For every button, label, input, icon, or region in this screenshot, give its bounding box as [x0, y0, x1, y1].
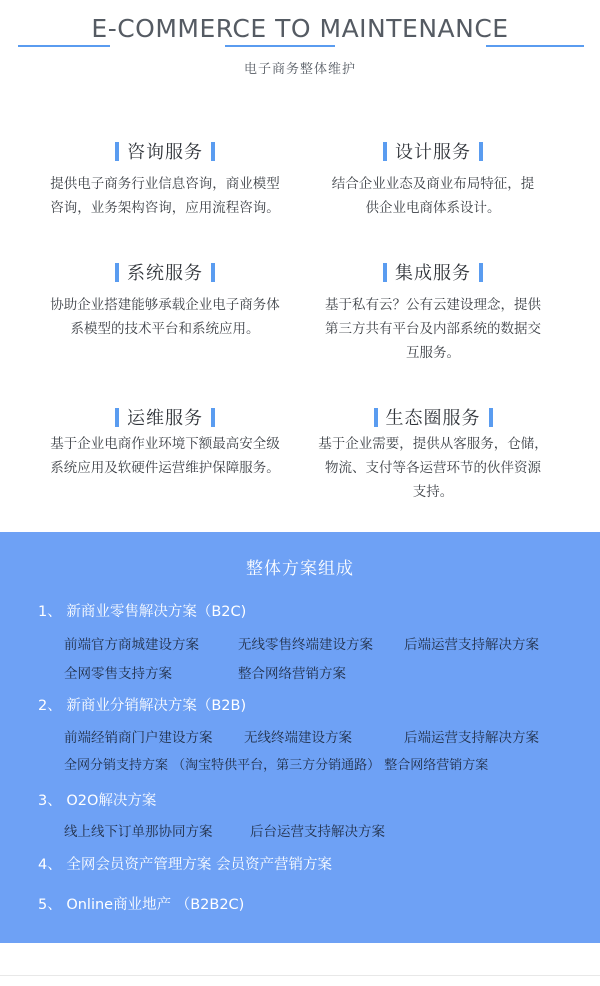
bottom-divider	[0, 975, 600, 976]
accent-bar-right	[211, 142, 215, 161]
service-description: 基于企业电商作业环境下额最高安全级 系统应用及软硬件运营维护保障服务。	[50, 436, 280, 476]
solution-heading: 2、 新商业分销解决方案（B2B)	[38, 698, 247, 714]
service-title: 系统服务	[127, 263, 203, 284]
service-description: 提供电子商务行业信息咨询，商业模型 咨询，业务架构咨询，应用流程咨询。	[50, 176, 280, 216]
accent-bar-left	[383, 263, 387, 282]
service-integration	[298, 259, 568, 365]
solution-heading: 3、 O2O解决方案	[38, 793, 157, 809]
service-description: 基于私有云？公有云建设理念，提供 第三方共有平台及内部系统的数据交 互服务。	[325, 297, 541, 361]
service-title: 咨询服务	[127, 142, 203, 163]
solution-item: 无线零售终端建设方案	[238, 637, 373, 653]
accent-bar-left	[115, 263, 119, 282]
solution-item: 全网零售支持方案	[64, 666, 172, 682]
service-design	[298, 138, 568, 220]
accent-bar-left	[383, 142, 387, 161]
accent-bar-left	[115, 408, 119, 427]
solution-item: 无线终端建设方案	[244, 730, 352, 746]
service-consulting	[30, 138, 300, 220]
service-title: 生态圈服务	[385, 408, 481, 429]
accent-bar-right	[211, 408, 215, 427]
solution-item: 后端运营支持解决方案	[404, 637, 539, 653]
page-title: E-COMMERCE TO MAINTENANCE	[91, 14, 509, 43]
service-title: 设计服务	[395, 142, 471, 163]
accent-bar-left	[115, 142, 119, 161]
solution-item: 线上线下订单那协同方案	[64, 824, 213, 840]
solution-heading: 1、 新商业零售解决方案（B2C)	[38, 604, 247, 620]
solution-heading: 5、 Online商业地产 （B2B2C)	[38, 897, 245, 913]
service-description: 结合企业业态及商业布局特征，提 供企业电商体系设计。	[331, 176, 535, 216]
accent-bar-right	[479, 263, 483, 282]
service-title: 运维服务	[127, 408, 203, 429]
solution-item: 前端官方商城建设方案	[64, 637, 199, 653]
accent-bar-left	[374, 408, 378, 427]
solutions-panel	[0, 532, 600, 943]
service-system	[30, 259, 300, 341]
solution-item: 整合网络营销方案	[238, 666, 346, 682]
service-description: 基于企业需要，提供从客服务，仓储， 物流、支付等各运营环节的伙伴资源 支持。	[318, 436, 548, 500]
page-subtitle: 电子商务整体维护	[243, 62, 356, 77]
service-description: 协助企业搭建能够承载企业电子商务体 系模型的技术平台和系统应用。	[50, 297, 280, 337]
solution-item: 前端经销商门户建设方案	[64, 730, 213, 746]
accent-bar-right	[489, 408, 493, 427]
accent-bar-right	[479, 142, 483, 161]
service-operations	[30, 404, 300, 480]
service-ecosystem	[298, 404, 568, 504]
solution-heading: 4、 全网会员资产管理方案 会员资产营销方案	[38, 857, 332, 873]
accent-bar-right	[211, 263, 215, 282]
service-title: 集成服务	[395, 263, 471, 284]
solution-item: 后台运营支持解决方案	[250, 824, 385, 840]
header-line-right	[486, 45, 584, 47]
header-line-left	[18, 45, 110, 47]
header-line-middle	[225, 45, 335, 47]
solution-item: 全网分销支持方案 （淘宝特供平台，第三方分销通路） 整合网络营销方案	[64, 758, 489, 773]
solutions-title: 整体方案组成	[246, 559, 354, 579]
solution-item: 后端运营支持解决方案	[404, 730, 539, 746]
